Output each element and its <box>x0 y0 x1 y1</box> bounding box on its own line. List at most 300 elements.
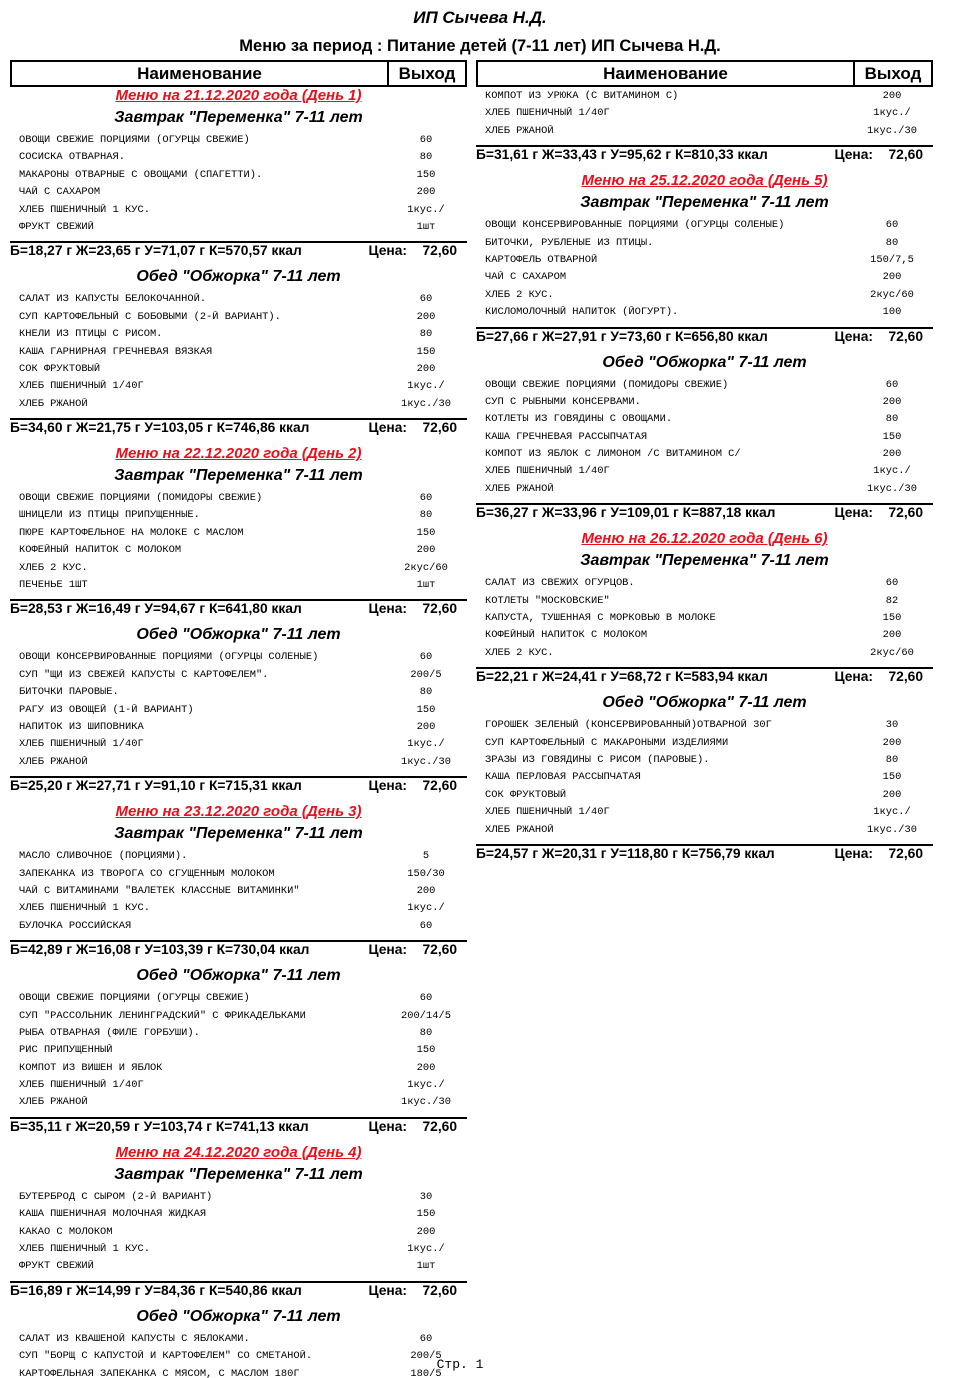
meal-items <box>10 648 467 773</box>
dish-output: 200 <box>882 629 902 642</box>
dish-name: ХЛЕБ 2 КУС. <box>485 288 554 301</box>
header-output: Выход <box>398 64 456 83</box>
dish-name: КНЕЛИ ИЗ ПТИЦЫ С РИСОМ. <box>19 328 163 341</box>
dish-name: ХЛЕБ РЖАНОЙ <box>19 397 88 410</box>
dish-output: 1кус./30 <box>401 1096 451 1109</box>
dish-output: 80 <box>885 753 899 766</box>
price-label: Цена: <box>834 669 873 685</box>
meal-heading: Обед "Обжорка" 7-11 лет <box>602 353 807 371</box>
table-row <box>476 219 933 236</box>
dish-output: 200 <box>416 186 436 199</box>
price-block <box>368 778 457 803</box>
meal-heading: Обед "Обжорка" 7-11 лет <box>136 1307 341 1325</box>
menu-column-left <box>10 60 467 1378</box>
page-title: ИП Сычева Н.Д. <box>413 8 547 27</box>
meal-items <box>476 716 933 841</box>
menu-column-right <box>476 60 933 871</box>
table-row <box>10 328 467 345</box>
meal-section <box>10 967 467 1144</box>
meal-items <box>10 131 467 238</box>
dish-output: 1кус./30 <box>401 755 451 768</box>
dish-output: 1кус./30 <box>867 124 917 137</box>
dish-output: 1шт <box>416 1260 436 1273</box>
dish-output: 80 <box>419 686 433 699</box>
dish-name: КАША ГАРНИРНАЯ ГРЕЧНЕВАЯ ВЯЗКАЯ <box>19 345 213 358</box>
nutrition-totals: Б=24,57 г Ж=20,31 г У=118,80 г К=756,79 ккал <box>476 845 775 861</box>
table-row <box>10 651 467 668</box>
table-row <box>10 686 467 703</box>
dish-output: 2кус/60 <box>870 646 914 659</box>
dish-name: КАРТОФЕЛЬНАЯ ЗАПЕКАНКА С МЯСОМ, С МАСЛОМ 180Г <box>19 1367 300 1378</box>
price-label: Цена: <box>834 505 873 521</box>
price-label: Цена: <box>834 147 873 163</box>
price-value: 72,60 <box>422 1282 457 1298</box>
price-label: Цена: <box>834 845 873 861</box>
table-row <box>476 647 933 664</box>
dish-name: МАКАРОНЫ ОТВАРНЫЕ С ОВОЩАМИ (СПАГЕТТИ). <box>19 168 263 181</box>
dish-output: 200 <box>882 395 902 408</box>
table-row <box>10 992 467 1009</box>
price-block <box>834 147 923 172</box>
table-row <box>10 151 467 168</box>
table-header <box>476 60 933 87</box>
dish-name: ЗАПЕКАНКА ИЗ ТВОРОГА СО СГУЩЕННЫМ МОЛОКОМ <box>19 867 275 880</box>
meal-section <box>10 626 467 803</box>
dish-name: ШНИЦЕЛИ ИЗ ПТИЦЫ ПРИПУЩЕННЫЕ. <box>19 509 200 522</box>
meal-heading: Обед "Обжорка" 7-11 лет <box>136 268 341 286</box>
table-row <box>10 721 467 738</box>
table-row <box>10 527 467 544</box>
price-block <box>834 505 923 530</box>
header-name: Наименование <box>478 62 855 85</box>
dish-output: 60 <box>885 577 899 590</box>
dish-output: 150 <box>416 1208 436 1221</box>
dish-name: СУП "БОРЩ С КАПУСТОЙ И КАРТОФЕЛЕМ" СО СМЕТАНОЙ. <box>19 1350 313 1363</box>
dish-output: 150 <box>882 430 902 443</box>
dish-name: СОСИСКА ОТВАРНАЯ. <box>19 151 126 164</box>
dish-name: КИСЛОМОЛОЧНЫЙ НАПИТОК (ЙОГУРТ). <box>485 306 679 319</box>
dish-name: ХЛЕБ ПШЕНИЧНЫЙ 1/40Г <box>485 465 610 478</box>
table-row <box>476 396 933 413</box>
dish-name: БУЛОЧКА РОССИЙСКАЯ <box>19 919 132 932</box>
meal-section <box>10 109 467 268</box>
dish-name: ФРУКТ СВЕЖИЙ <box>19 1260 94 1273</box>
table-row <box>10 221 467 238</box>
dish-name: ХЛЕБ РЖАНОЙ <box>485 823 554 836</box>
dish-name: КОМПОТ ИЗ УРЮКА (С ВИТАМИНОМ С) <box>485 90 679 102</box>
meal-section <box>476 194 933 353</box>
dish-output: 1кус./30 <box>867 823 917 836</box>
dish-output: 200 <box>882 271 902 284</box>
table-row <box>10 885 467 902</box>
page-number: Стр. 1 <box>436 1357 484 1372</box>
dish-output: 60 <box>885 378 899 391</box>
nutrition-totals: Б=27,66 г Ж=27,91 г У=73,60 г К=656,80 ккал <box>476 328 768 344</box>
dish-output: 150 <box>882 771 902 784</box>
dish-output: 200/5 <box>410 668 442 681</box>
price-label: Цена: <box>368 420 407 436</box>
price-block <box>368 420 457 445</box>
nutrition-totals: Б=28,53 г Ж=16,49 г У=94,67 г К=641,80 ккал <box>10 601 302 617</box>
meal-heading: Завтрак "Переменка" 7-11 лет <box>114 467 363 485</box>
table-row <box>10 398 467 415</box>
nutrition-totals: Б=31,61 г Ж=33,43 г У=95,62 г К=810,33 ккал <box>476 147 768 163</box>
dish-name: РИС ПРИПУЩЕННЫЙ <box>19 1044 113 1057</box>
header-name: Наименование <box>12 62 389 85</box>
dish-name: КАША ГРЕЧНЕВАЯ РАССЫПЧАТАЯ <box>485 430 648 443</box>
dish-output: 30 <box>419 1190 433 1203</box>
price-value: 72,60 <box>422 420 457 436</box>
price-block <box>834 669 923 694</box>
table-row <box>476 271 933 288</box>
dish-output: 1кус./ <box>873 107 911 120</box>
table-row <box>476 483 933 500</box>
meal-items <box>476 574 933 664</box>
dish-output: 82 <box>885 594 899 607</box>
table-row <box>10 1191 467 1208</box>
dish-name: НАПИТОК ИЗ ШИПОВНИКА <box>19 720 144 733</box>
meal-heading: Завтрак "Переменка" 7-11 лет <box>114 825 363 843</box>
price-block <box>834 329 923 354</box>
meal-section <box>10 268 467 445</box>
meal-section <box>476 354 933 531</box>
dish-output: 150 <box>416 703 436 716</box>
price-label: Цена: <box>834 328 873 344</box>
meal-heading: Обед "Обжорка" 7-11 лет <box>136 626 341 644</box>
dish-name: ХЛЕБ ПШЕНИЧНЫЙ 1/40Г <box>19 1079 144 1092</box>
dish-name: ПЕЧЕНЬЕ 1ШТ <box>19 579 88 592</box>
dish-output: 1кус./ <box>407 1243 445 1256</box>
table-row <box>10 704 467 721</box>
dish-output: 200 <box>416 544 436 557</box>
dish-name: БИТОЧКИ ПАРОВЫЕ. <box>19 686 119 699</box>
table-row <box>476 771 933 788</box>
dish-name: СОК ФРУКТОВЫЙ <box>19 362 101 375</box>
dish-name: ОВОЩИ КОНСЕРВИРОВАННЫЕ ПОРЦИЯМИ (ОГУРЦЫ СОЛЕНЫЕ) <box>19 651 319 664</box>
dish-output: 150 <box>416 168 436 181</box>
menu-body <box>10 87 467 1378</box>
table-row <box>10 134 467 151</box>
menu-body <box>476 87 933 871</box>
dish-name: КОТЛЕТЫ ИЗ ГОВЯДИНЫ С ОВОЩАМИ. <box>485 413 673 426</box>
dish-output: 150/30 <box>407 867 445 880</box>
dish-output: 2кус/60 <box>404 561 448 574</box>
nutrition-totals: Б=25,20 г Ж=27,71 г У=91,10 г К=715,31 ккал <box>10 778 302 794</box>
table-row <box>10 902 467 919</box>
meal-items <box>476 376 933 501</box>
dish-output: 200/5 <box>410 1350 442 1363</box>
dish-name: ОВОЩИ КОНСЕРВИРОВАННЫЕ ПОРЦИЯМИ (ОГУРЦЫ СОЛЕНЫЕ) <box>485 219 785 232</box>
dish-output: 150 <box>416 526 436 539</box>
meal-items <box>10 989 467 1114</box>
dish-output: 60 <box>419 919 433 932</box>
table-row <box>10 380 467 397</box>
table-row <box>10 204 467 221</box>
table-row <box>10 579 467 596</box>
table-row <box>10 1062 467 1079</box>
table-row <box>476 431 933 448</box>
meal-heading: Обед "Обжорка" 7-11 лет <box>136 967 341 985</box>
table-row <box>10 562 467 579</box>
day-heading: Меню на 25.12.2020 года (День 5) <box>581 172 828 190</box>
day-heading: Меню на 24.12.2020 года (День 4) <box>115 1143 362 1161</box>
table-row <box>476 306 933 323</box>
dish-name: ХЛЕБ 2 КУС. <box>19 561 88 574</box>
dish-output: 1кус./ <box>407 738 445 751</box>
dish-output: 200 <box>416 1225 436 1238</box>
dish-name: ОВОЩИ СВЕЖИЕ ПОРЦИЯМИ (ПОМИДОРЫ СВЕЖИЕ) <box>19 492 263 505</box>
meal-heading: Завтрак "Переменка" 7-11 лет <box>580 194 829 212</box>
dish-output: 80 <box>885 236 899 249</box>
table-row <box>10 850 467 867</box>
meal-heading: Завтрак "Переменка" 7-11 лет <box>114 109 363 126</box>
nutrition-totals: Б=35,11 г Ж=20,59 г У=103,74 г К=741,13 ккал <box>10 1118 309 1134</box>
price-block <box>368 243 457 268</box>
dish-output: 200 <box>882 736 902 749</box>
dish-name: КОМПОТ ИЗ ЯБЛОК С ЛИМОНОМ /С ВИТАМИНОМ С/ <box>485 448 741 461</box>
dish-output: 180/5 <box>410 1367 442 1378</box>
table-row <box>10 509 467 526</box>
table-row <box>10 169 467 186</box>
table-row <box>476 629 933 646</box>
dish-name: ХЛЕБ РЖАНОЙ <box>485 482 554 495</box>
nutrition-totals: Б=22,21 г Ж=24,41 г У=68,72 г К=583,94 ккал <box>476 669 768 685</box>
day-heading: Меню на 26.12.2020 года (День 6) <box>581 530 828 548</box>
price-block <box>368 601 457 626</box>
price-value: 72,60 <box>422 778 457 794</box>
table-row <box>10 669 467 686</box>
meal-section <box>476 694 933 871</box>
dish-output: 1кус./ <box>407 380 445 393</box>
meal-total <box>10 418 467 445</box>
table-row <box>476 125 933 142</box>
table-row <box>476 737 933 754</box>
dish-output: 1кус./ <box>873 806 911 819</box>
dish-output: 60 <box>419 1332 433 1345</box>
price-value: 72,60 <box>888 328 923 344</box>
dish-output: 80 <box>419 328 433 341</box>
dish-output: 200 <box>416 720 436 733</box>
table-row <box>476 789 933 806</box>
dish-name: ЧАЙ С ВИТАМИНАМИ "ВАЛЕТЕК КЛАССНЫЕ ВИТАМИНКИ" <box>19 884 300 897</box>
dish-name: СОК ФРУКТОВЫЙ <box>485 788 567 801</box>
meal-section <box>476 87 933 172</box>
day-heading: Меню на 22.12.2020 года (День 2) <box>115 445 362 463</box>
day-heading: Меню на 23.12.2020 года (День 3) <box>115 803 362 821</box>
meal-total <box>476 667 933 694</box>
table-row <box>476 448 933 465</box>
table-row <box>10 868 467 885</box>
table-row <box>10 293 467 310</box>
meal-total <box>10 940 467 967</box>
table-row <box>10 1243 467 1260</box>
table-row <box>10 311 467 328</box>
table-row <box>10 1333 467 1350</box>
price-value: 72,60 <box>422 1118 457 1134</box>
dish-output: 60 <box>885 219 899 232</box>
dish-name: ФРУКТ СВЕЖИЙ <box>19 220 94 233</box>
meal-section <box>476 552 933 694</box>
meal-total <box>476 327 933 354</box>
price-label: Цена: <box>368 243 407 259</box>
table-header <box>10 60 467 87</box>
dish-output: 60 <box>419 992 433 1005</box>
dish-output: 80 <box>419 151 433 164</box>
page-subtitle: Меню за период : Питание детей (7-11 лет) ИП Сычева Н.Д. <box>239 37 721 55</box>
table-row <box>476 577 933 594</box>
table-row <box>10 1226 467 1243</box>
table-row <box>476 237 933 254</box>
dish-name: СУП "РАССОЛЬНИК ЛЕНИНГРАДСКИЙ" С ФРИКАДЕЛЬКАМИ <box>19 1009 306 1022</box>
dish-output: 200 <box>416 310 436 323</box>
dish-output: 1шт <box>416 579 436 592</box>
dish-name: ХЛЕБ РЖАНОЙ <box>19 755 88 768</box>
day-heading: Меню на 21.12.2020 года (День 1) <box>115 87 362 104</box>
price-block <box>368 1283 457 1308</box>
nutrition-totals: Б=42,89 г Ж=16,08 г У=103,39 г К=730,04 ккал <box>10 942 310 958</box>
dish-output: 200 <box>416 884 436 897</box>
meal-total <box>476 844 933 871</box>
table-row <box>10 363 467 380</box>
table-row <box>476 824 933 841</box>
dish-output: 100 <box>882 306 902 319</box>
meal-section <box>10 825 467 967</box>
dish-output: 60 <box>419 134 433 146</box>
meal-total <box>10 776 467 803</box>
dish-name: ХЛЕБ ПШЕНИЧНЫЙ 1 КУС. <box>19 1243 150 1256</box>
dish-name: СУП С РЫБНЫМИ КОНСЕРВАМИ. <box>485 395 641 408</box>
price-block <box>834 846 923 871</box>
dish-name: КАША ПЕРЛОВАЯ РАССЫПЧАТАЯ <box>485 771 641 784</box>
meal-total <box>10 599 467 626</box>
dish-name: СУП КАРТОФЕЛЬНЫЙ С МАКАРОНЫМИ ИЗДЕЛИЯМИ <box>485 736 729 749</box>
price-label: Цена: <box>368 778 407 794</box>
meal-items <box>10 489 467 596</box>
dish-name: ХЛЕБ ПШЕНИЧНЫЙ 1 КУС. <box>19 203 150 216</box>
dish-output: 200 <box>882 448 902 461</box>
dish-name: КОМПОТ ИЗ ВИШЕН И ЯБЛОК <box>19 1061 163 1074</box>
meal-items <box>476 87 933 142</box>
price-value: 72,60 <box>422 243 457 259</box>
dish-name: КАША ПШЕНИЧНАЯ МОЛОЧНАЯ ЖИДКАЯ <box>19 1208 207 1221</box>
table-row <box>476 107 933 124</box>
meal-heading: Обед "Обжорка" 7-11 лет <box>602 694 807 712</box>
dish-name: КОФЕЙНЫЙ НАПИТОК С МОЛОКОМ <box>19 544 182 557</box>
dish-output: 200 <box>416 1061 436 1074</box>
dish-name: ХЛЕБ ПШЕНИЧНЫЙ 1/40Г <box>485 107 610 120</box>
table-row <box>476 90 933 107</box>
dish-name: КАПУСТА, ТУШЕННАЯ С МОРКОВЬЮ В МОЛОКЕ <box>485 612 716 625</box>
dish-output: 80 <box>419 509 433 522</box>
meal-items <box>476 216 933 323</box>
meal-heading: Завтрак "Переменка" 7-11 лет <box>580 552 829 570</box>
dish-output: 150 <box>882 612 902 625</box>
table-row <box>476 612 933 629</box>
table-row <box>10 1027 467 1044</box>
dish-output: 1шт <box>416 220 436 233</box>
dish-name: САЛАТ ИЗ КАПУСТЫ БЕЛОКОЧАННОЙ. <box>19 293 207 306</box>
table-row <box>10 1260 467 1277</box>
dish-name: САЛАТ ИЗ СВЕЖИХ ОГУРЦОВ. <box>485 577 635 590</box>
dish-name: ХЛЕБ РЖАНОЙ <box>19 1096 88 1109</box>
price-label: Цена: <box>368 942 407 958</box>
price-block <box>368 1119 457 1144</box>
table-row <box>10 1096 467 1113</box>
dish-name: ХЛЕБ ПШЕНИЧНЫЙ 1/40Г <box>485 806 610 819</box>
dish-output: 1кус./ <box>407 203 445 216</box>
price-value: 72,60 <box>422 942 457 958</box>
dish-output: 150 <box>416 1044 436 1057</box>
meal-section <box>10 467 467 626</box>
dish-output: 30 <box>885 719 899 732</box>
price-block <box>368 942 457 967</box>
dish-output: 80 <box>419 1026 433 1039</box>
dish-output: 150 <box>416 345 436 358</box>
dish-output: 200 <box>882 788 902 801</box>
dish-name: ОВОЩИ СВЕЖИЕ ПОРЦИЯМИ (ОГУРЦЫ СВЕЖИЕ) <box>19 992 250 1005</box>
table-row <box>10 492 467 509</box>
table-row <box>10 1208 467 1225</box>
table-row <box>10 1079 467 1096</box>
dish-output: 1кус./ <box>407 1079 445 1092</box>
dish-name: ОВОЩИ СВЕЖИЕ ПОРЦИЯМИ (ОГУРЦЫ СВЕЖИЕ) <box>19 134 250 146</box>
table-row <box>10 346 467 363</box>
table-row <box>10 544 467 561</box>
header-output: Выход <box>864 64 922 83</box>
meal-total <box>10 241 467 268</box>
price-value: 72,60 <box>422 601 457 617</box>
meal-section <box>10 1166 467 1308</box>
table-row <box>476 719 933 736</box>
dish-name: ХЛЕБ ПШЕНИЧНЫЙ 1/40Г <box>19 738 144 751</box>
meal-total <box>10 1117 467 1144</box>
nutrition-totals: Б=18,27 г Ж=23,65 г У=71,07 г К=570,57 ккал <box>10 243 302 259</box>
dish-name: ХЛЕБ 2 КУС. <box>485 646 554 659</box>
dish-output: 200 <box>416 362 436 375</box>
meal-total <box>476 503 933 530</box>
dish-output: 2кус/60 <box>870 288 914 301</box>
dish-output: 1кус./30 <box>401 397 451 410</box>
dish-name: ЗРАЗЫ ИЗ ГОВЯДИНЫ С РИСОМ (ПАРОВЫЕ). <box>485 753 710 766</box>
price-label: Цена: <box>368 601 407 617</box>
dish-name: СУП "ЩИ ИЗ СВЕЖЕЙ КАПУСТЫ С КАРТОФЕЛЕМ". <box>19 668 269 681</box>
table-row <box>476 413 933 430</box>
dish-name: ХЛЕБ РЖАНОЙ <box>485 124 554 137</box>
dish-output: 60 <box>419 293 433 306</box>
dish-output: 200 <box>882 90 902 102</box>
dish-name: КАКАО С МОЛОКОМ <box>19 1225 113 1238</box>
dish-name: ПЮРЕ КАРТОФЕЛЬНОЕ НА МОЛОКЕ С МАСЛОМ <box>19 526 244 539</box>
table-row <box>10 738 467 755</box>
nutrition-totals: Б=16,89 г Ж=14,99 г У=84,36 г К=540,86 ккал <box>10 1282 302 1298</box>
dish-name: СУП КАРТОФЕЛЬНЫЙ С БОБОВЫМИ (2-Й ВАРИАНТ). <box>19 310 281 323</box>
dish-name: ГОРОШЕК ЗЕЛЕНЫЙ (КОНСЕРВИРОВАННЫЙ)ОТВАРНОЙ 30Г <box>485 719 772 732</box>
dish-name: ХЛЕБ ПШЕНИЧНЫЙ 1/40Г <box>19 380 144 393</box>
table-row <box>476 254 933 271</box>
dish-name: ОВОЩИ СВЕЖИЕ ПОРЦИЯМИ (ПОМИДОРЫ СВЕЖИЕ) <box>485 378 729 391</box>
dish-name: ЧАЙ С САХАРОМ <box>19 186 101 199</box>
dish-name: РАГУ ИЗ ОВОЩЕЙ (1-Й ВАРИАНТ) <box>19 703 194 716</box>
dish-name: САЛАТ ИЗ КВАШЕНОЙ КАПУСТЫ С ЯБЛОКАМИ. <box>19 1332 250 1345</box>
meal-heading: Завтрак "Переменка" 7-11 лет <box>114 1165 363 1183</box>
dish-output: 1кус./ <box>873 465 911 478</box>
dish-name: КОТЛЕТЫ "МОСКОВСКИЕ" <box>485 594 610 607</box>
nutrition-totals: Б=36,27 г Ж=33,96 г У=109,01 г К=887,18 ккал <box>476 505 776 521</box>
table-row <box>476 595 933 612</box>
dish-output: 60 <box>419 651 433 664</box>
price-label: Цена: <box>368 1118 407 1134</box>
table-row <box>476 465 933 482</box>
